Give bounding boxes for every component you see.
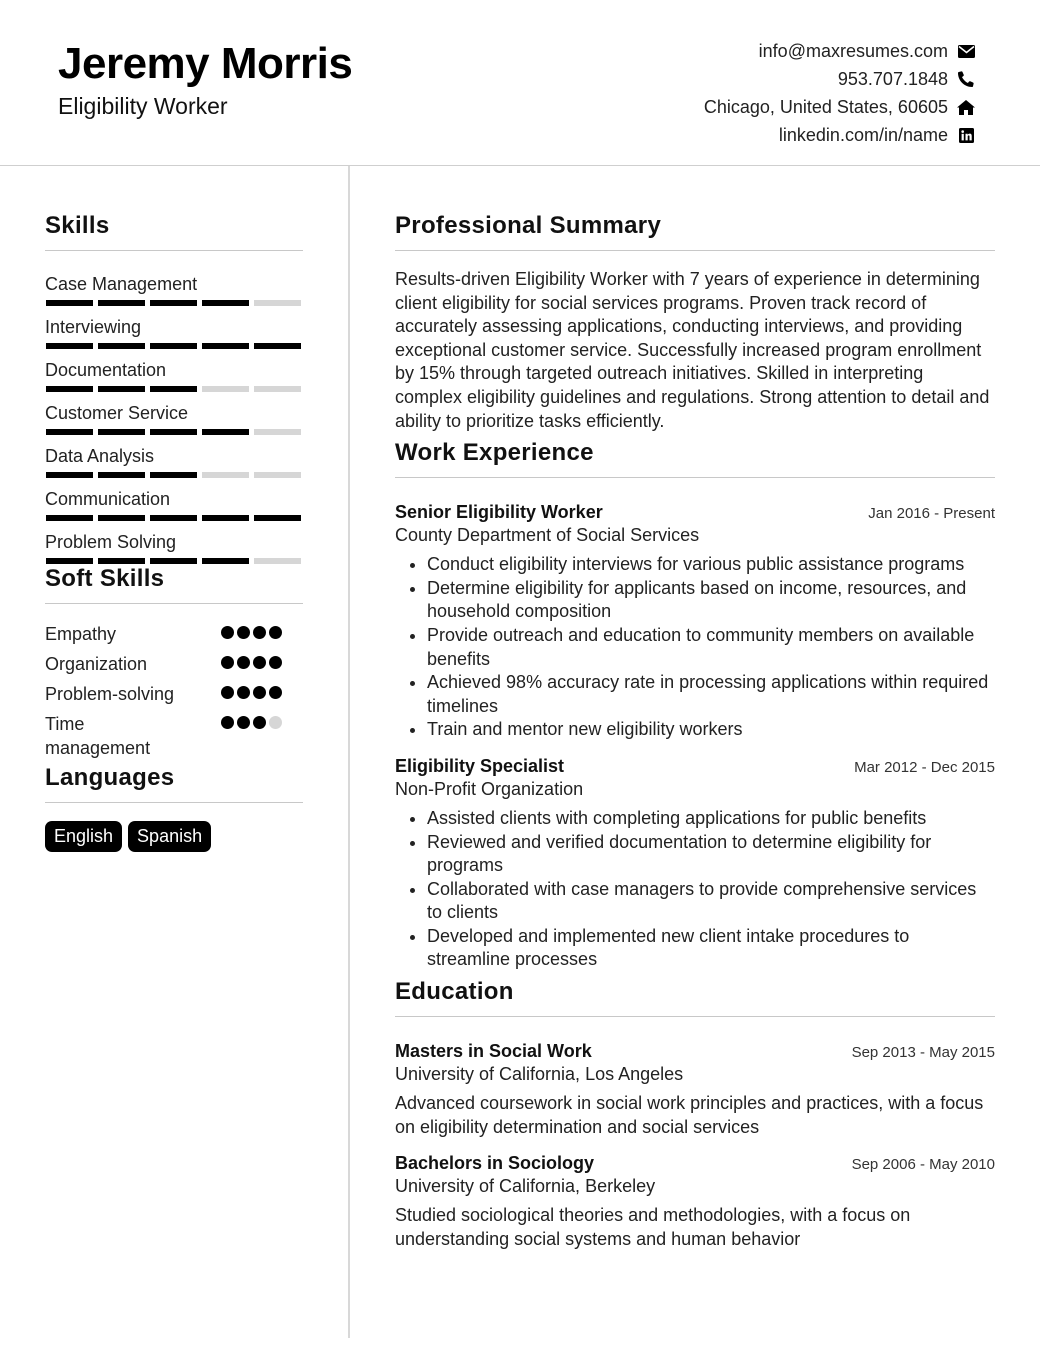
job-head bbox=[395, 754, 995, 778]
section-rule bbox=[395, 250, 995, 251]
education-entry bbox=[395, 1151, 995, 1251]
languages-section bbox=[45, 760, 303, 852]
soft-skill-name: Empathy bbox=[45, 624, 117, 644]
list-item: • Provide outreach and education to community members on available benefits bbox=[427, 624, 995, 671]
skill-level-segment bbox=[150, 300, 197, 306]
school-name: University of California, Berkeley bbox=[395, 1176, 656, 1197]
language-badge: English bbox=[45, 821, 122, 852]
skill-name: Documentation bbox=[45, 360, 167, 380]
education-head bbox=[395, 1039, 995, 1063]
language-badge: Spanish bbox=[128, 821, 211, 852]
skills-section bbox=[45, 208, 303, 571]
contact-phone-text[interactable]: 953.707.1848 bbox=[837, 68, 948, 89]
skill-level-segment bbox=[150, 558, 197, 564]
rating-dot bbox=[269, 626, 282, 639]
home-icon bbox=[956, 98, 976, 116]
skill-level-segment bbox=[46, 558, 93, 564]
section-rule bbox=[45, 250, 303, 251]
job-entry-org: Non-Profit Organization bbox=[395, 778, 584, 799]
job-bullets bbox=[395, 553, 995, 742]
skill-level-segment bbox=[98, 429, 145, 435]
degree-title: Bachelors in Sociology bbox=[395, 1153, 595, 1174]
list-item: • Assisted clients with completing applications for public benefits bbox=[427, 807, 995, 831]
skill-level-segment bbox=[46, 343, 93, 349]
skill-level-segment bbox=[254, 472, 301, 478]
soft-skill-name: Time management bbox=[45, 714, 151, 758]
skill-level-meter bbox=[46, 558, 301, 564]
skill-name: Data Analysis bbox=[45, 446, 155, 466]
soft-skill-row bbox=[45, 622, 303, 652]
skill-level-segment bbox=[98, 558, 145, 564]
skill-level-segment bbox=[254, 343, 301, 349]
skills-heading: Skills bbox=[45, 212, 110, 239]
skill-level-segment bbox=[202, 558, 249, 564]
rating-dot bbox=[237, 686, 250, 699]
contact-phone[interactable] bbox=[556, 65, 976, 93]
soft-skill-rating bbox=[221, 712, 303, 762]
soft-skill-name: Organization bbox=[45, 654, 148, 674]
sidebar bbox=[45, 208, 303, 852]
rating-dot bbox=[221, 656, 234, 669]
degree-title: Masters in Social Work bbox=[395, 1041, 592, 1062]
job-entry bbox=[395, 754, 995, 972]
rating-dot bbox=[253, 656, 266, 669]
skill-level-segment bbox=[46, 472, 93, 478]
education-section bbox=[395, 974, 995, 1251]
skill-level-segment bbox=[254, 515, 301, 521]
skill-row bbox=[45, 356, 303, 399]
skill-row bbox=[45, 485, 303, 528]
skill-level-segment bbox=[202, 472, 249, 478]
skill-row bbox=[45, 399, 303, 442]
skill-level-segment bbox=[254, 300, 301, 306]
skill-level-segment bbox=[254, 429, 301, 435]
rating-dot bbox=[253, 716, 266, 729]
skill-level-segment bbox=[150, 429, 197, 435]
soft-skill-row bbox=[45, 712, 303, 762]
soft-skill-name: Problem-solving bbox=[45, 684, 175, 704]
contact-linkedin-text[interactable]: linkedin.com/in/name bbox=[778, 124, 948, 145]
rating-dot bbox=[269, 716, 282, 729]
skill-level-meter bbox=[46, 343, 301, 349]
job-entry-org: County Department of Social Services bbox=[395, 525, 700, 546]
list-item: • Collaborated with case managers to provide comprehensive services to clients bbox=[427, 878, 995, 925]
skill-row bbox=[45, 270, 303, 313]
rating-dot bbox=[221, 626, 234, 639]
education-dates: Sep 2006 - May 2010 bbox=[851, 1156, 995, 1174]
skill-level-segment bbox=[150, 472, 197, 478]
skill-level-segment bbox=[202, 300, 249, 306]
rating-dot bbox=[237, 626, 250, 639]
rating-dot bbox=[237, 716, 250, 729]
section-rule bbox=[45, 802, 303, 803]
job-entry-title: Eligibility Specialist bbox=[395, 755, 565, 776]
column-divider bbox=[348, 166, 350, 1338]
job-entry-dates: Mar 2012 - Dec 2015 bbox=[854, 758, 995, 776]
skill-name: Interviewing bbox=[45, 317, 142, 337]
contact-list bbox=[556, 37, 976, 149]
education-entry bbox=[395, 1039, 995, 1139]
language-list bbox=[45, 821, 303, 852]
education-description: Studied sociological theories and methodologies, with a focus on understanding social systems and human behavior bbox=[395, 1205, 911, 1249]
contact-linkedin[interactable] bbox=[556, 121, 976, 149]
soft-skill-rating bbox=[221, 622, 303, 652]
summary-section bbox=[395, 208, 995, 433]
skill-name: Case Management bbox=[45, 274, 198, 294]
education-heading: Education bbox=[395, 978, 514, 1006]
skill-row bbox=[45, 528, 303, 571]
list-item: • Determine eligibility for applicants based on income, resources, and household composition bbox=[427, 577, 995, 624]
skills-list bbox=[45, 270, 303, 571]
skill-row bbox=[45, 442, 303, 485]
experience-heading: Work Experience bbox=[395, 439, 594, 467]
rating-dot bbox=[253, 686, 266, 699]
list-item: • Developed and implemented new client intake procedures to streamline processes bbox=[427, 925, 995, 972]
skill-level-meter bbox=[46, 429, 301, 435]
summary-heading: Professional Summary bbox=[395, 212, 662, 239]
soft-skill-row bbox=[45, 682, 303, 712]
list-item: • Conduct eligibility interviews for various public assistance programs bbox=[427, 553, 995, 577]
skill-level-segment bbox=[46, 429, 93, 435]
skill-level-segment bbox=[46, 300, 93, 306]
main-content bbox=[395, 208, 995, 1251]
skill-name: Problem Solving bbox=[45, 532, 177, 552]
skill-level-segment bbox=[202, 515, 249, 521]
skill-level-segment bbox=[46, 515, 93, 521]
skill-level-segment bbox=[46, 386, 93, 392]
section-rule bbox=[395, 1016, 995, 1017]
skill-level-segment bbox=[150, 515, 197, 521]
rating-dot bbox=[237, 656, 250, 669]
rating-dot bbox=[221, 716, 234, 729]
soft-skills-section bbox=[45, 561, 303, 762]
skill-row bbox=[45, 313, 303, 356]
skill-level-segment bbox=[202, 343, 249, 349]
resume-header bbox=[0, 0, 1040, 166]
list-item: • Train and mentor new eligibility workers bbox=[427, 718, 995, 742]
list-item: • Achieved 98% accuracy rate in processing applications within required timelines bbox=[427, 671, 995, 718]
skill-level-segment bbox=[202, 386, 249, 392]
rating-dot bbox=[221, 686, 234, 699]
skill-level-meter bbox=[46, 472, 301, 478]
job-entry-dates: Jan 2016 - Present bbox=[868, 505, 995, 523]
skill-name: Communication bbox=[45, 489, 171, 509]
phone-icon bbox=[956, 70, 976, 88]
soft-skill-row bbox=[45, 652, 303, 682]
skill-level-segment bbox=[98, 515, 145, 521]
education-description: Advanced coursework in social work principles and practices, with a focus on eligibility determination and social services bbox=[395, 1093, 984, 1137]
linkedin-icon bbox=[956, 126, 976, 144]
skill-level-meter bbox=[46, 386, 301, 392]
soft-skill-rating bbox=[221, 682, 303, 712]
skill-level-segment bbox=[150, 386, 197, 392]
contact-address bbox=[556, 93, 976, 121]
candidate-name: Jeremy Morris bbox=[58, 39, 353, 88]
skill-level-segment bbox=[98, 472, 145, 478]
contact-address-text: Chicago, United States, 60605 bbox=[703, 96, 948, 117]
skill-level-segment bbox=[98, 343, 145, 349]
skill-level-segment bbox=[98, 386, 145, 392]
job-entry-title: Senior Eligibility Worker bbox=[395, 502, 603, 523]
job-bullets bbox=[395, 807, 995, 972]
rating-dot bbox=[269, 656, 282, 669]
job-title: Eligibility Worker bbox=[58, 93, 228, 119]
contact-email-text[interactable]: info@maxresumes.com bbox=[758, 40, 948, 61]
list-item: • Reviewed and verified documentation to determine eligibility for programs bbox=[427, 831, 995, 878]
job-entry bbox=[395, 500, 995, 742]
section-rule bbox=[395, 477, 995, 478]
summary-text: Results-driven Eligibility Worker with 7 years of experience in determining client eligibility for social services programs. Proven track record of accurately assessing applications, conducting interviews, and providing exceptional customer service. Successfully increased program enrollment by 15% through targeted outreach initiatives. Skilled in interpreting complex eligibility guidelines and regulations. Strong attention to detail and ability to prioritize tasks efficiently. bbox=[395, 269, 990, 431]
rating-dot bbox=[253, 626, 266, 639]
skill-level-segment bbox=[150, 343, 197, 349]
skill-level-segment bbox=[202, 429, 249, 435]
education-dates: Sep 2013 - May 2015 bbox=[851, 1044, 995, 1062]
soft-skills-heading: Soft Skills bbox=[45, 565, 165, 592]
job-head bbox=[395, 500, 995, 524]
contact-email[interactable] bbox=[556, 37, 976, 65]
skill-level-meter bbox=[46, 515, 301, 521]
envelope-icon bbox=[956, 42, 976, 60]
rating-dot bbox=[269, 686, 282, 699]
skill-level-segment bbox=[98, 300, 145, 306]
skill-level-meter bbox=[46, 300, 301, 306]
skill-level-segment bbox=[254, 558, 301, 564]
soft-skill-rating bbox=[221, 652, 303, 682]
soft-skills-list bbox=[45, 622, 303, 762]
education-head bbox=[395, 1151, 995, 1175]
experience-section bbox=[395, 435, 995, 972]
school-name: University of California, Los Angeles bbox=[395, 1064, 684, 1085]
skill-level-segment bbox=[254, 386, 301, 392]
skill-name: Customer Service bbox=[45, 403, 189, 423]
languages-heading: Languages bbox=[45, 764, 175, 791]
section-rule bbox=[45, 603, 303, 604]
